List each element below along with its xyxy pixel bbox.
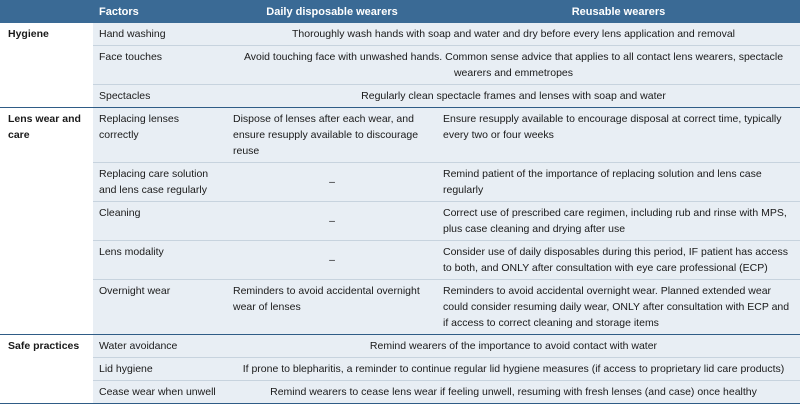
- daily-cell: –: [227, 163, 437, 202]
- header-reusable: Reusable wearers: [437, 0, 800, 23]
- header-factors: Factors: [93, 0, 227, 23]
- factor-cell: Lid hygiene: [93, 358, 227, 381]
- header-daily: Daily disposable wearers: [227, 0, 437, 23]
- guidance-cell: Remind wearers of the importance to avoid contact with water: [227, 335, 800, 358]
- daily-cell: Reminders to avoid accidental overnight wear of lenses: [227, 280, 437, 335]
- category-lens-wear: Lens wear and care: [0, 108, 93, 335]
- factor-cell: Cease wear when unwell: [93, 381, 227, 404]
- table-row: [0, 381, 800, 404]
- factor-cell: Overnight wear: [93, 280, 227, 335]
- category-hygiene: Hygiene: [0, 23, 93, 108]
- table-row: [0, 202, 800, 241]
- factor-cell: Hand washing: [93, 23, 227, 46]
- factor-cell: Replacing lenses correctly: [93, 108, 227, 163]
- reusable-cell: Reminders to avoid accidental overnight wear. Planned extended wear could consider resuming daily wear, ONLY after consultation with ECP and if access to correct cleaning and storage items: [437, 280, 800, 335]
- reusable-cell: Remind patient of the importance of replacing solution and lens case regularly: [437, 163, 800, 202]
- table-row: [0, 163, 800, 202]
- guidance-cell: If prone to blepharitis, a reminder to continue regular lid hygiene measures (if access to proprietary lid care products): [227, 358, 800, 381]
- table-row: [0, 108, 800, 163]
- daily-cell: –: [227, 202, 437, 241]
- guidance-cell: Regularly clean spectacle frames and lenses with soap and water: [227, 85, 800, 108]
- table-row: [0, 23, 800, 46]
- reusable-cell: Ensure resupply available to encourage disposal at correct time, typically every two or four weeks: [437, 108, 800, 163]
- reusable-cell: Consider use of daily disposables during this period, IF patient has access to both, and ONLY after consultation with eye care professional (ECP): [437, 241, 800, 280]
- table-row: [0, 335, 800, 358]
- daily-cell: –: [227, 241, 437, 280]
- table-row: [0, 46, 800, 85]
- header-blank: [0, 0, 93, 23]
- guidance-cell: Avoid touching face with unwashed hands. Common sense advice that applies to all contact lens wearers, spectacle wearers and emmetropes: [227, 46, 800, 85]
- reusable-cell: Correct use of prescribed care regimen, including rub and rinse with MPS, plus case cleaning and drying after use: [437, 202, 800, 241]
- guidance-cell: Remind wearers to cease lens wear if feeling unwell, resuming with fresh lenses (and case) once healthy: [227, 381, 800, 404]
- factor-cell: Water avoidance: [93, 335, 227, 358]
- category-safe-practices: Safe practices: [0, 335, 93, 404]
- factor-cell: Spectacles: [93, 85, 227, 108]
- daily-cell: Dispose of lenses after each wear, and ensure resupply available to discourage reuse: [227, 108, 437, 163]
- table-row: [0, 280, 800, 335]
- factor-cell: Face touches: [93, 46, 227, 85]
- factor-cell: Lens modality: [93, 241, 227, 280]
- table-row: [0, 241, 800, 280]
- table-row: [0, 358, 800, 381]
- header-row: [0, 0, 800, 23]
- guidance-cell: Thoroughly wash hands with soap and water and dry before every lens application and removal: [227, 23, 800, 46]
- factor-cell: Cleaning: [93, 202, 227, 241]
- factor-cell: Replacing care solution and lens case regularly: [93, 163, 227, 202]
- table-row: [0, 85, 800, 108]
